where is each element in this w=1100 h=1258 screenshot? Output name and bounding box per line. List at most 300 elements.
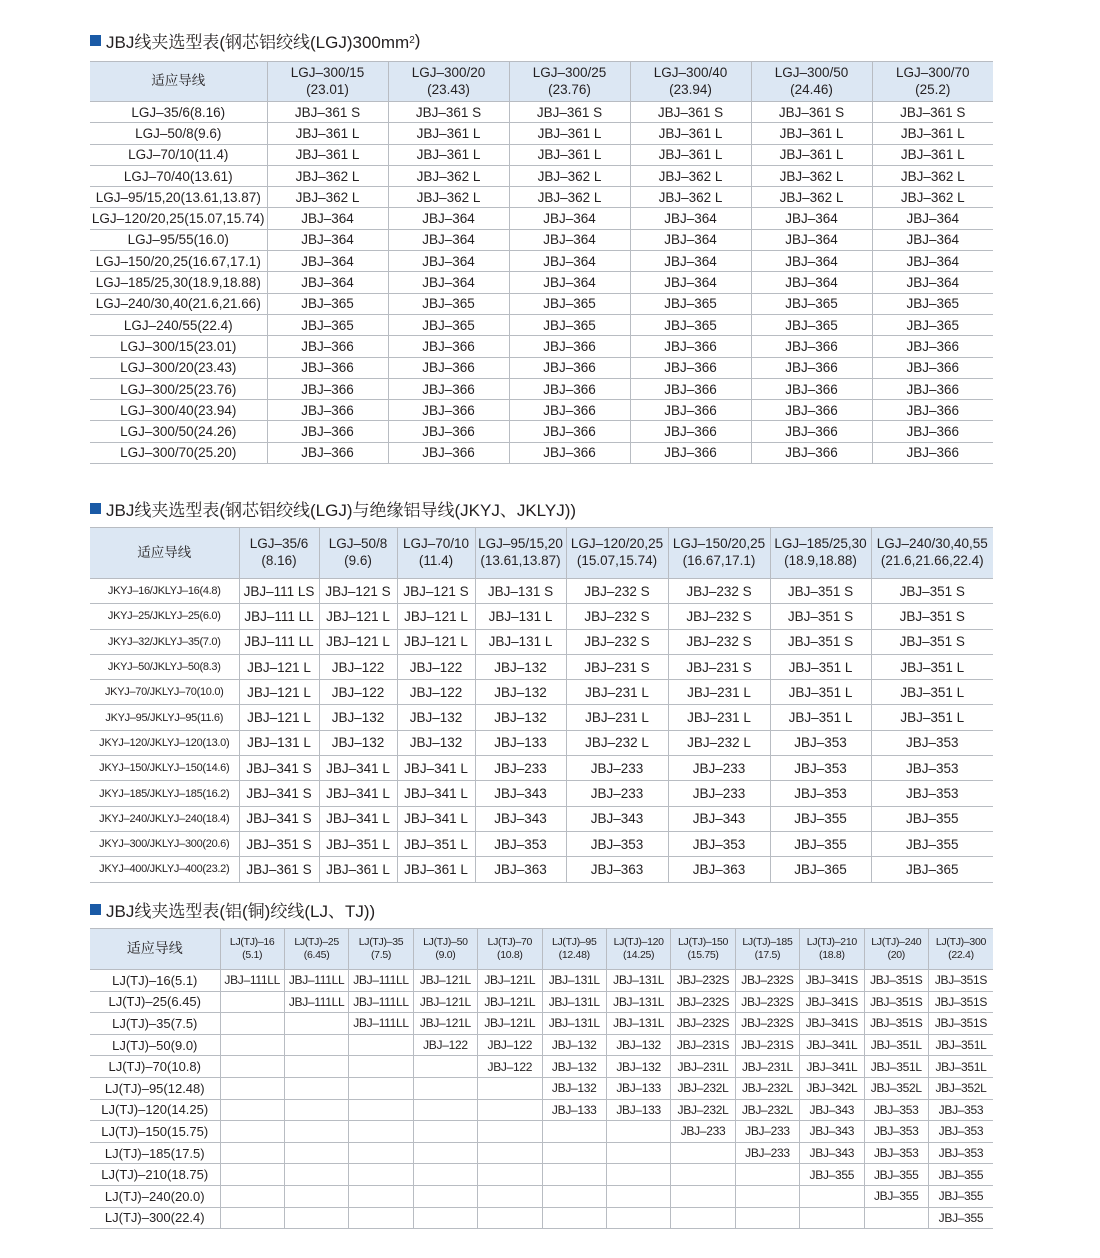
header-corner-cell: 适应导线	[90, 929, 220, 970]
table-cell: JBJ–121 S	[319, 579, 397, 604]
table-row	[90, 357, 993, 378]
table-cell	[349, 1099, 413, 1121]
table-cell: JBJ–351S	[864, 991, 928, 1013]
table-cell: JBJ–351L	[928, 1034, 993, 1056]
table-cell: JBJ–366	[388, 378, 509, 399]
table-cell	[220, 1142, 284, 1164]
table-cell: JBJ–352L	[864, 1077, 928, 1099]
row-header-cell: JKYJ–70/JKLYJ–70(10.0)	[90, 680, 239, 705]
column-header-line2: (23.76)	[548, 81, 591, 97]
table-row	[90, 378, 993, 399]
table-row	[90, 970, 993, 992]
table-cell	[220, 1121, 284, 1143]
square-bullet-icon	[90, 503, 101, 514]
table-cell: JBJ–366	[509, 400, 630, 421]
table-cell	[284, 1034, 348, 1056]
table-cell: JBJ–132	[397, 730, 475, 755]
column-header	[864, 929, 928, 970]
row-header-cell: LJ(TJ)–50(9.0)	[90, 1034, 220, 1056]
table-cell: JBJ–366	[509, 421, 630, 442]
table-cell	[478, 1185, 542, 1207]
column-header-line2: (25.2)	[915, 81, 951, 97]
table-cell: JBJ–361 L	[751, 123, 872, 144]
table-cell: JBJ–131 L	[239, 730, 319, 755]
table-cell: JBJ–365	[509, 314, 630, 335]
column-header	[872, 62, 993, 102]
column-header	[267, 62, 388, 102]
table-cell: JBJ–343	[566, 806, 668, 831]
table-cell	[606, 1121, 670, 1143]
table-cell: JBJ–366	[267, 400, 388, 421]
column-header	[770, 528, 871, 579]
row-header-cell: JKYJ–150/JKLYJ–150(14.6)	[90, 756, 239, 781]
table-cell: JBJ–132	[475, 654, 566, 679]
column-header-line2: (22.4)	[948, 949, 974, 961]
table-cell	[478, 1207, 542, 1229]
table-row	[90, 272, 993, 293]
column-header-line2: (12.48)	[558, 949, 590, 961]
column-header-line1: LGJ–35/6	[249, 536, 309, 552]
table-cell	[284, 1207, 348, 1229]
table-cell: JBJ–366	[751, 378, 872, 399]
table-cell: JBJ–132	[475, 680, 566, 705]
table-cell: JBJ–351 L	[770, 654, 871, 679]
header-corner-cell: 适应导线	[90, 528, 239, 579]
table-cell: JBJ–121L	[413, 1013, 477, 1035]
table-cell: JBJ–231 L	[566, 705, 668, 730]
table-cell: JBJ–363	[566, 857, 668, 882]
table-cell: JBJ–233	[735, 1142, 799, 1164]
table-cell: JBJ–355	[770, 806, 871, 831]
table-cell: JBJ–121L	[478, 1013, 542, 1035]
table-cell: JBJ–353	[770, 730, 871, 755]
table-cell	[478, 1077, 542, 1099]
table-cell: JBJ–364	[872, 251, 993, 272]
table-cell: JBJ–232S	[735, 1013, 799, 1035]
table-cell	[606, 1185, 670, 1207]
section1-title	[90, 28, 420, 53]
column-header-line2: (23.94)	[669, 81, 712, 97]
table-cell: JBJ–341S	[800, 991, 864, 1013]
table-cell	[671, 1164, 735, 1186]
table-row	[90, 293, 993, 314]
table-cell	[864, 1207, 928, 1229]
column-header-line2: (13.61,13.87)	[480, 553, 561, 568]
table-cell: JBJ–132	[475, 705, 566, 730]
table-cell: JBJ–366	[509, 378, 630, 399]
table-cell: JBJ–364	[751, 208, 872, 229]
section1-title-text: JBJ线夹选型表(钢芯铝绞线(LGJ)300mm	[106, 33, 410, 52]
row-header-cell: JKYJ–120/JKLYJ–120(13.0)	[90, 730, 239, 755]
column-header-line2: (9.6)	[344, 553, 372, 568]
section2-title-text: JBJ线夹选型表(钢芯铝绞线(LGJ)与绝缘铝导线(JKYJ、JKLYJ))	[106, 501, 577, 520]
table-cell: JBJ–353	[928, 1099, 993, 1121]
table-cell	[284, 1164, 348, 1186]
table-cell: JBJ–131L	[542, 970, 606, 992]
table-cell: JBJ–232L	[671, 1099, 735, 1121]
table-cell: JBJ–355	[928, 1164, 993, 1186]
table-cell: JBJ–341L	[800, 1034, 864, 1056]
table-row	[90, 857, 993, 882]
table-cell: JBJ–133	[475, 730, 566, 755]
table-cell: JBJ–131L	[606, 1013, 670, 1035]
table-cell: JBJ–366	[630, 336, 751, 357]
table-cell: JBJ–351L	[928, 1056, 993, 1078]
column-header-line1: LJ(TJ)–25	[294, 935, 339, 948]
table-cell: JBJ–351S	[864, 1013, 928, 1035]
table-cell: JBJ–364	[388, 229, 509, 250]
table-cell: JBJ–233	[671, 1121, 735, 1143]
table-cell: JBJ–361 L	[872, 144, 993, 165]
row-header-cell: LGJ–300/15(23.01)	[90, 336, 267, 357]
table-cell: JBJ–366	[388, 357, 509, 378]
column-header-line1: LJ(TJ)–95	[551, 935, 597, 948]
row-header-cell: LJ(TJ)–185(17.5)	[90, 1142, 220, 1164]
table-cell: JBJ–343	[475, 781, 566, 806]
table-cell: JBJ–355	[928, 1185, 993, 1207]
table-cell	[542, 1185, 606, 1207]
table-cell	[606, 1207, 670, 1229]
table-cell: JBJ–366	[267, 421, 388, 442]
table-cell	[478, 1142, 542, 1164]
table-cell: JBJ–366	[751, 336, 872, 357]
header-corner-cell: 适应导线	[90, 62, 267, 102]
row-header-cell: LGJ–70/40(13.61)	[90, 165, 267, 186]
row-header-cell: LGJ–300/50(24.26)	[90, 421, 267, 442]
table-cell	[413, 1142, 477, 1164]
table-cell: JBJ–341S	[800, 1013, 864, 1035]
table-row	[90, 730, 993, 755]
column-header	[509, 62, 630, 102]
table-cell: JBJ–111LL	[349, 970, 413, 992]
table-cell: JBJ–231L	[671, 1056, 735, 1078]
selection-table-lj-tj	[90, 928, 993, 1229]
table-cell: JBJ–364	[751, 251, 872, 272]
table-cell: JBJ–132	[542, 1077, 606, 1099]
column-header	[606, 929, 670, 970]
table-cell: JBJ–231S	[735, 1034, 799, 1056]
table-cell: JBJ–132	[606, 1056, 670, 1078]
table-row	[90, 831, 993, 856]
table-row	[90, 806, 993, 831]
column-header-line2: (10.8)	[497, 949, 523, 961]
table-cell: JBJ–362 L	[267, 187, 388, 208]
table-cell: JBJ–122	[319, 680, 397, 705]
column-header	[668, 528, 770, 579]
table-cell: JBJ–132	[397, 705, 475, 730]
table-cell: JBJ–361 L	[319, 857, 397, 882]
table-row	[90, 229, 993, 250]
table-cell	[413, 1099, 477, 1121]
table-cell: JBJ–355	[928, 1207, 993, 1229]
column-header	[928, 929, 993, 970]
table-cell: JBJ–361 L	[872, 123, 993, 144]
table-cell: JBJ–122	[319, 654, 397, 679]
row-header-cell: LGJ–35/6(8.16)	[90, 102, 267, 123]
table-cell: JBJ–366	[872, 421, 993, 442]
table-cell: JBJ–361 L	[267, 144, 388, 165]
column-header-line2: (18.8)	[819, 949, 845, 961]
table-cell: JBJ–353	[864, 1142, 928, 1164]
column-header	[220, 929, 284, 970]
table-cell: JBJ–233	[475, 756, 566, 781]
column-header	[630, 62, 751, 102]
table-cell: JBJ–121L	[478, 970, 542, 992]
table-cell: JBJ–131 L	[475, 604, 566, 629]
table-cell	[800, 1185, 864, 1207]
table-cell: JBJ–111LL	[284, 991, 348, 1013]
table-cell: JBJ–232 S	[566, 579, 668, 604]
table-cell: JBJ–362 L	[630, 187, 751, 208]
table-cell: JBJ–366	[872, 400, 993, 421]
section1-title-end: )	[414, 30, 421, 50]
table-cell: JBJ–364	[630, 229, 751, 250]
table-cell: JBJ–131L	[542, 991, 606, 1013]
table-cell: JBJ–351S	[928, 1013, 993, 1035]
table-cell	[220, 1164, 284, 1186]
table-cell: JBJ–362 L	[509, 187, 630, 208]
table-cell	[671, 1142, 735, 1164]
table-cell: JBJ–231L	[735, 1056, 799, 1078]
table-cell: JBJ–352L	[928, 1077, 993, 1099]
row-header-cell: JKYJ–50/JKLYJ–50(8.3)	[90, 654, 239, 679]
table-cell	[349, 1121, 413, 1143]
table-cell: JBJ–351 S	[770, 579, 871, 604]
column-header	[751, 62, 872, 102]
column-header	[800, 929, 864, 970]
column-header-line2: (18.9,18.88)	[784, 553, 857, 568]
row-header-cell: LJ(TJ)–240(20.0)	[90, 1185, 220, 1207]
table-row	[90, 1207, 993, 1229]
table-cell: JBJ–366	[388, 336, 509, 357]
table-cell: JBJ–122	[397, 680, 475, 705]
table-cell: JBJ–363	[475, 857, 566, 882]
table-cell	[735, 1164, 799, 1186]
table-cell: JBJ–362 L	[267, 165, 388, 186]
table-cell	[478, 1164, 542, 1186]
square-bullet-icon	[90, 35, 101, 46]
table-cell: JBJ–355	[800, 1164, 864, 1186]
table-cell: JBJ–364	[267, 272, 388, 293]
row-header-cell: LGJ–240/55(22.4)	[90, 314, 267, 335]
column-header-line1: LJ(TJ)–240	[871, 935, 922, 948]
table-cell: JBJ–364	[751, 229, 872, 250]
table-cell: JBJ–355	[864, 1164, 928, 1186]
table-cell: JBJ–121 L	[319, 604, 397, 629]
table-cell	[220, 1207, 284, 1229]
table-row	[90, 442, 993, 463]
column-header-line2: (5.1)	[242, 949, 263, 961]
table-cell: JBJ–366	[509, 442, 630, 463]
table-cell: JBJ–351 S	[871, 579, 993, 604]
table-cell: JBJ–131L	[606, 991, 670, 1013]
table-cell	[349, 1056, 413, 1078]
table-cell	[478, 1099, 542, 1121]
column-header-line1: LJ(TJ)–150	[677, 935, 729, 948]
table-cell: JBJ–361 S	[509, 102, 630, 123]
header-row	[90, 528, 993, 579]
table-row	[90, 1056, 993, 1078]
table-cell: JBJ–341L	[800, 1056, 864, 1078]
table-cell: JBJ–121 L	[239, 680, 319, 705]
table-cell: JBJ–366	[751, 421, 872, 442]
table-row	[90, 144, 993, 165]
table-cell: JBJ–133	[542, 1099, 606, 1121]
table-cell: JBJ–232L	[735, 1099, 799, 1121]
table-cell: JBJ–232S	[671, 1013, 735, 1035]
table-row	[90, 1185, 993, 1207]
row-header-cell: LGJ–300/70(25.20)	[90, 442, 267, 463]
section3-title	[90, 897, 375, 922]
column-header	[388, 62, 509, 102]
table-cell: JBJ–366	[630, 357, 751, 378]
table-cell: JBJ–366	[751, 357, 872, 378]
table-row	[90, 165, 993, 186]
row-header-cell: LJ(TJ)–120(14.25)	[90, 1099, 220, 1121]
table-cell: JBJ–361 L	[267, 123, 388, 144]
table-cell: JBJ–341S	[800, 970, 864, 992]
column-header	[735, 929, 799, 970]
column-header-line1: LJ(TJ)–50	[423, 935, 468, 948]
table-cell: JBJ–132	[606, 1034, 670, 1056]
column-header	[349, 929, 413, 970]
table-cell: JBJ–111LL	[284, 970, 348, 992]
column-header-line1: LGJ–50/8	[328, 536, 388, 552]
table-cell: JBJ–131L	[606, 970, 670, 992]
table-cell: JBJ–364	[509, 272, 630, 293]
table-row	[90, 1121, 993, 1143]
table-cell	[478, 1121, 542, 1143]
table-cell: JBJ–351 L	[319, 831, 397, 856]
table-cell	[735, 1207, 799, 1229]
table-cell: JBJ–365	[630, 293, 751, 314]
table-row	[90, 991, 993, 1013]
column-header-line1: LJ(TJ)–300	[935, 935, 987, 948]
table-cell: JBJ–366	[267, 442, 388, 463]
table-cell: JBJ–353	[871, 730, 993, 755]
table-cell: JBJ–132	[319, 730, 397, 755]
column-header-line1: LJ(TJ)–120	[613, 935, 664, 948]
table-cell	[413, 1077, 477, 1099]
table-cell: JBJ–231 S	[566, 654, 668, 679]
table-cell: JBJ–132	[319, 705, 397, 730]
table-cell	[606, 1164, 670, 1186]
table-cell: JBJ–365	[871, 857, 993, 882]
column-header-line1: LGJ–240/30,40,55	[876, 536, 988, 552]
column-header	[542, 929, 606, 970]
table-cell: JBJ–232S	[671, 970, 735, 992]
table-cell: JBJ–232S	[735, 970, 799, 992]
table-row	[90, 654, 993, 679]
table-row	[90, 421, 993, 442]
table-cell: JBJ–231 L	[566, 680, 668, 705]
table-cell	[284, 1077, 348, 1099]
table-row	[90, 400, 993, 421]
row-header-cell: JKYJ–32/JKLYJ–35(7.0)	[90, 629, 239, 654]
column-header-line2: (24.46)	[790, 81, 833, 97]
table-cell: JBJ–351 L	[397, 831, 475, 856]
row-header-cell: JKYJ–95/JKLYJ–95(11.6)	[90, 705, 239, 730]
table-cell	[542, 1207, 606, 1229]
table-cell: JBJ–351 S	[770, 604, 871, 629]
table-cell: JBJ–353	[871, 756, 993, 781]
column-header	[671, 929, 735, 970]
table-cell: JBJ–121 L	[397, 604, 475, 629]
table-cell	[284, 1056, 348, 1078]
table-cell: JBJ–232 S	[566, 629, 668, 654]
column-header-line1: LGJ–300/25	[532, 64, 607, 80]
table-cell	[735, 1185, 799, 1207]
row-header-cell: LGJ–240/30,40(21.6,21.66)	[90, 293, 267, 314]
table-cell: JBJ–366	[388, 400, 509, 421]
table-cell	[413, 1056, 477, 1078]
table-cell: JBJ–364	[388, 208, 509, 229]
table-cell	[220, 1185, 284, 1207]
column-header-line1: LJ(TJ)–210	[806, 935, 857, 948]
header-row	[90, 929, 993, 970]
table-cell: JBJ–364	[872, 229, 993, 250]
table-cell	[413, 1185, 477, 1207]
table-cell: JBJ–366	[267, 336, 388, 357]
table-cell: JBJ–353	[475, 831, 566, 856]
table-cell: JBJ–366	[751, 400, 872, 421]
row-header-cell: LGJ–300/40(23.94)	[90, 400, 267, 421]
table-cell: JBJ–351S	[928, 991, 993, 1013]
table-row	[90, 336, 993, 357]
table-row	[90, 1164, 993, 1186]
table-cell: JBJ–341 L	[397, 806, 475, 831]
table-cell	[284, 1013, 348, 1035]
table-cell: JBJ–355	[864, 1185, 928, 1207]
table-cell: JBJ–353	[770, 781, 871, 806]
column-header-line1: LJ(TJ)–70	[487, 935, 533, 948]
table-cell: JBJ–364	[872, 208, 993, 229]
table-cell: JBJ–365	[872, 314, 993, 335]
table-cell: JBJ–132	[542, 1056, 606, 1078]
table-cell	[800, 1207, 864, 1229]
row-header-cell: JKYJ–240/JKLYJ–240(18.4)	[90, 806, 239, 831]
table-cell: JBJ–233	[735, 1121, 799, 1143]
table-row	[90, 187, 993, 208]
column-header	[475, 528, 566, 579]
table-cell: JBJ–366	[751, 442, 872, 463]
column-header-line1: LGJ–300/50	[774, 64, 849, 80]
table-row	[90, 629, 993, 654]
table-cell	[542, 1164, 606, 1186]
table-row	[90, 781, 993, 806]
table-cell: JBJ–351 S	[871, 629, 993, 654]
table-row	[90, 208, 993, 229]
table-row	[90, 1034, 993, 1056]
table-cell: JBJ–362 L	[751, 187, 872, 208]
table-cell	[542, 1121, 606, 1143]
table-cell	[220, 1034, 284, 1056]
table-cell: JBJ–232S	[671, 991, 735, 1013]
header-row	[90, 62, 993, 102]
table-cell: JBJ–364	[872, 272, 993, 293]
table-cell: JBJ–365	[267, 314, 388, 335]
column-header-line1: LJ(TJ)–35	[358, 935, 404, 948]
table-cell: JBJ–343	[800, 1099, 864, 1121]
column-header	[566, 528, 668, 579]
table-cell: JBJ–341 L	[397, 756, 475, 781]
row-header-cell: JKYJ–16/JKLYJ–16(4.8)	[90, 579, 239, 604]
table-cell: JBJ–365	[630, 314, 751, 335]
table-row	[90, 705, 993, 730]
column-header-line2: (23.43)	[427, 81, 470, 97]
row-header-cell: LGJ–300/25(23.76)	[90, 378, 267, 399]
table-row	[90, 123, 993, 144]
